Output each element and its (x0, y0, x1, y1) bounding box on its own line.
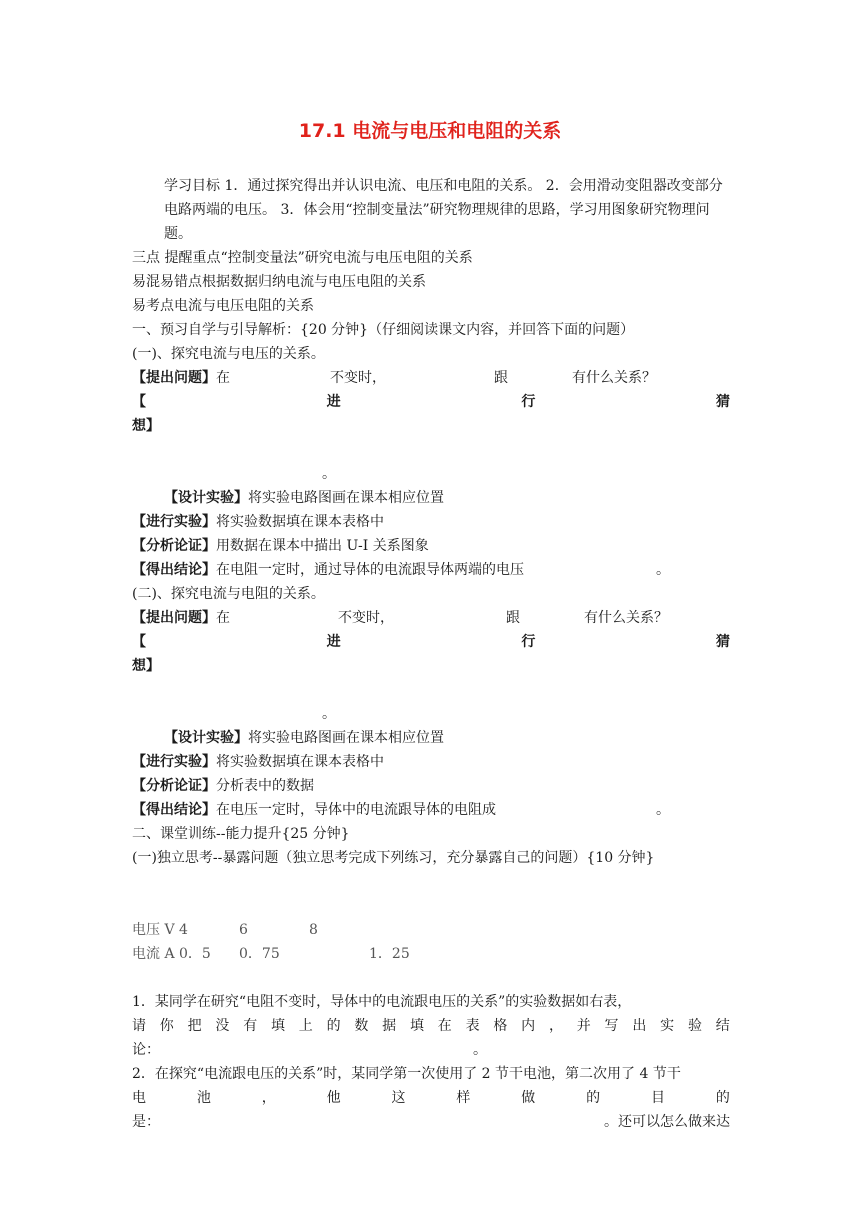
sec1-conclude: 【得出结论】在电阻一定时，通过导体的电流跟导体两端的电压 。 (132, 562, 670, 578)
part2-title: 二、课堂训练--能力提升{25 分钟} (132, 826, 350, 842)
key-point: 三点 提醒重点“控制变量法”研究电流与电压电阻的关系 (132, 250, 473, 266)
sec1-title: (一)、探究电流与电压的关系。 (132, 346, 325, 362)
sec2-title: (二)、探究电流与电阻的关系。 (132, 586, 325, 602)
q1-line2: 请 你 把 没 有 填 上 的 数 据 填 在 表 格 内 ， 并 写 出 实 验 结 (132, 1018, 730, 1034)
q2-line2: 电 池 ， 他 这 样 做 的 目 的 (132, 1090, 730, 1106)
part2-subtitle: (一)独立思考--暴露问题（独立思考完成下列练习，充分暴露自己的问题）{10 分钟} (132, 850, 655, 866)
q1-line3: 论： 。 (132, 1042, 487, 1058)
sec1-question: 【提出问题】在 不变时， 跟 有什么关系？ (132, 370, 656, 386)
sec1-blank (132, 438, 730, 462)
q2-line1: 2．在探究“电流跟电压的关系”时，某同学第一次使用了 2 节干电池，第二次用了 4 节干 (132, 1066, 681, 1082)
sec2-blank (132, 678, 730, 702)
sec2-dot: 。 (322, 706, 336, 722)
table-row-label: 电流 A (132, 946, 175, 962)
sec2-design: 【设计实验】将实验电路图画在课本相应位置 (164, 730, 444, 746)
document-body (132, 174, 730, 1134)
sec2-question: 【提出问题】在 不变时， 跟 有什么关系？ (132, 610, 668, 626)
sec1-dot: 。 (322, 466, 336, 482)
table-row-current: 电流 A 0．5 0．75 1．25 (132, 946, 410, 962)
sec1-do-exp: 【进行实验】将实验数据填在课本表格中 (132, 514, 384, 530)
q1-line1: 1．某同学在研究“电阻不变时，导体中的电流跟电压的关系”的实验数据如右表， (132, 994, 632, 1010)
learning-goals: 学习目标 1．通过探究得出并认识电流、电压和电阻的关系。 2．会用滑动变阻器改变部分电路两端的电压。 3．体会用“控制变量法”研究物理规律的思路，学习用图象研究物理问题。 (164, 178, 723, 242)
confusing-point: 易混易错点根据数据归纳电流与电压电阻的关系 (132, 274, 426, 290)
part1-title: 一、预习自学与引导解析：{20 分钟}（仔细阅读课文内容，并回答下面的问题） (132, 322, 635, 338)
sec1-guess-end: 想】 (132, 418, 160, 434)
table-row-label: 电压 V (132, 922, 175, 938)
sec2-analyze: 【分析论证】分析表中的数据 (132, 778, 314, 794)
sec1-q-label: 【提出问题】 (132, 370, 216, 386)
sec2-conclude: 【得出结论】在电压一定时，导体中的电流跟导体的电阻成 。 (132, 802, 670, 818)
page-title: 17.1 电流与电压和电阻的关系 (298, 120, 562, 142)
sec1-analyze: 【分析论证】用数据在课本中描出 U-I 关系图象 (132, 538, 429, 554)
sec1-guess: 【 进 行 猜 (132, 394, 730, 410)
exam-point: 易考点电流与电压电阻的关系 (132, 298, 314, 314)
sec2-guess: 【 进 行 猜 (132, 634, 730, 650)
table-row-voltage: 电压 V 4 6 8 (132, 922, 318, 938)
q2-line3: 是： 。还可以怎么做来达 (132, 1114, 730, 1130)
sec2-guess-end: 想】 (132, 658, 160, 674)
sec2-do-exp: 【进行实验】将实验数据填在课本表格中 (132, 754, 384, 770)
sec1-design: 【设计实验】将实验电路图画在课本相应位置 (164, 490, 444, 506)
